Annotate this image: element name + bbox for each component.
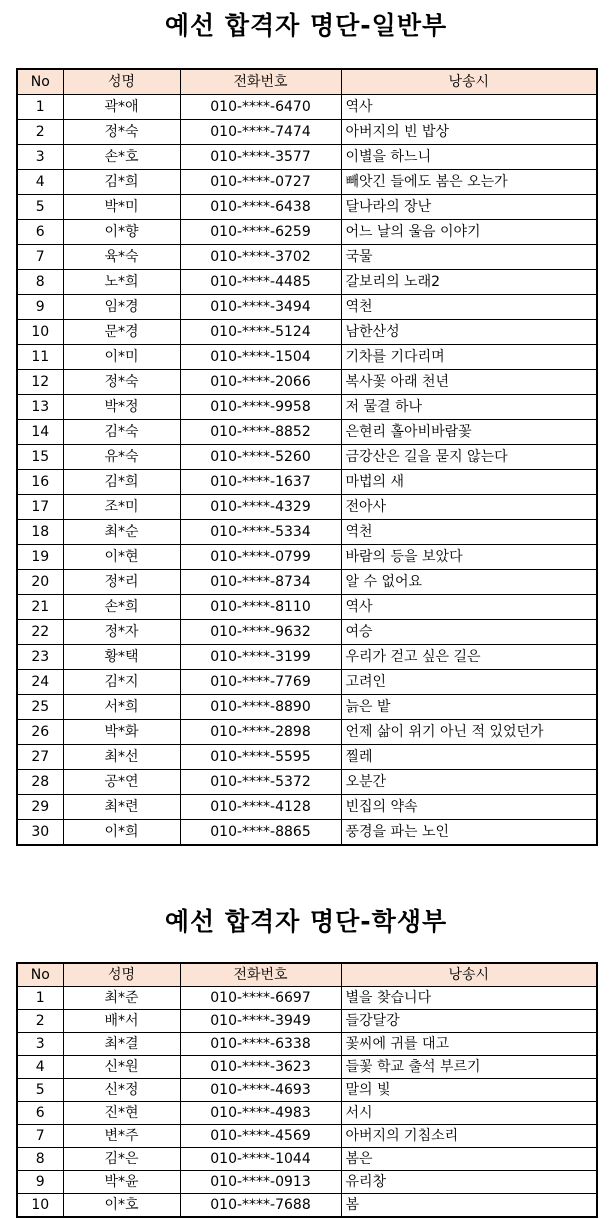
cell-no: 6 [17,1102,63,1125]
table-row [17,120,597,145]
table-row [17,620,597,645]
cell-no: 17 [17,495,63,520]
cell-no: 20 [17,570,63,595]
cell-name: 최*결 [63,1033,180,1056]
cell-name: 신*정 [63,1079,180,1102]
header-no: No [17,69,63,95]
cell-name: 황*택 [63,645,180,670]
cell-phone: 010-****-5334 [180,520,341,545]
cell-no: 28 [17,770,63,795]
header-name: 성명 [63,69,180,95]
cell-poem: 들강달강 [341,1010,597,1033]
cell-phone: 010-****-4329 [180,495,341,520]
cell-poem: 역천 [341,520,597,545]
cell-no: 26 [17,720,63,745]
cell-name: 임*경 [63,295,180,320]
cell-name: 최*선 [63,745,180,770]
cell-name: 서*희 [63,695,180,720]
table-row [17,670,597,695]
cell-poem: 역천 [341,295,597,320]
cell-name: 노*희 [63,270,180,295]
cell-poem: 금강산은 길을 묻지 않는다 [341,445,597,470]
cell-poem: 저 물결 하나 [341,395,597,420]
table-row [17,1033,597,1056]
table-row [17,245,597,270]
cell-no: 6 [17,220,63,245]
cell-no: 4 [17,1056,63,1079]
cell-phone: 010-****-5372 [180,770,341,795]
cell-phone: 010-****-2898 [180,720,341,745]
cell-phone: 010-****-0799 [180,545,341,570]
table-row [17,820,597,846]
cell-name: 김*숙 [63,420,180,445]
cell-name: 배*서 [63,1010,180,1033]
cell-no: 25 [17,695,63,720]
cell-phone: 010-****-1504 [180,345,341,370]
cell-name: 이*희 [63,820,180,846]
header-name: 성명 [63,963,180,987]
cell-poem: 마법의 새 [341,470,597,495]
table-row [17,195,597,220]
cell-phone: 010-****-7688 [180,1194,341,1218]
cell-no: 7 [17,1125,63,1148]
cell-phone: 010-****-6338 [180,1033,341,1056]
table-row [17,745,597,770]
cell-no: 11 [17,345,63,370]
cell-poem: 여승 [341,620,597,645]
cell-name: 진*현 [63,1102,180,1125]
cell-phone: 010-****-6470 [180,95,341,120]
table-row [17,320,597,345]
cell-phone: 010-****-5260 [180,445,341,470]
cell-phone: 010-****-3623 [180,1056,341,1079]
cell-no: 3 [17,145,63,170]
cell-name: 손*호 [63,145,180,170]
cell-name: 손*희 [63,595,180,620]
cell-phone: 010-****-3949 [180,1010,341,1033]
cell-phone: 010-****-4983 [180,1102,341,1125]
cell-no: 4 [17,170,63,195]
cell-poem: 유리창 [341,1171,597,1194]
header-row [17,69,597,95]
cell-poem: 빼앗긴 들에도 봄은 오는가 [341,170,597,195]
table-row [17,595,597,620]
cell-phone: 010-****-2066 [180,370,341,395]
cell-no: 2 [17,120,63,145]
cell-no: 16 [17,470,63,495]
header-poem: 낭송시 [341,69,597,95]
cell-no: 8 [17,270,63,295]
table-row [17,420,597,445]
cell-phone: 010-****-6259 [180,220,341,245]
cell-poem: 역사 [341,595,597,620]
table-row [17,345,597,370]
cell-phone: 010-****-8734 [180,570,341,595]
cell-poem: 이별을 하느니 [341,145,597,170]
cell-phone: 010-****-0727 [180,170,341,195]
cell-no: 22 [17,620,63,645]
cell-poem: 기차를 기다리며 [341,345,597,370]
table-header [17,69,597,95]
cell-no: 24 [17,670,63,695]
table-row [17,170,597,195]
table-row [17,145,597,170]
header-poem: 낭송시 [341,963,597,987]
cell-no: 7 [17,245,63,270]
cell-name: 김*지 [63,670,180,695]
table-row [17,520,597,545]
cell-no: 13 [17,395,63,420]
table-row [17,695,597,720]
table-row [17,220,597,245]
cell-no: 29 [17,795,63,820]
table-row [17,445,597,470]
cell-phone: 010-****-5595 [180,745,341,770]
cell-phone: 010-****-6438 [180,195,341,220]
cell-no: 27 [17,745,63,770]
cell-no: 2 [17,1010,63,1033]
cell-no: 9 [17,1171,63,1194]
table-row [17,1079,597,1102]
table-body [17,987,597,1218]
cell-poem: 아버지의 기침소리 [341,1125,597,1148]
cell-no: 5 [17,195,63,220]
table-row [17,795,597,820]
cell-no: 5 [17,1079,63,1102]
cell-name: 박*미 [63,195,180,220]
cell-name: 정*숙 [63,120,180,145]
cell-poem: 남한산성 [341,320,597,345]
cell-phone: 010-****-8852 [180,420,341,445]
cell-phone: 010-****-7474 [180,120,341,145]
cell-poem: 언제 삶이 위기 아닌 적 있었던가 [341,720,597,745]
cell-no: 3 [17,1033,63,1056]
cell-name: 신*원 [63,1056,180,1079]
cell-name: 박*정 [63,395,180,420]
cell-name: 이*현 [63,545,180,570]
cell-poem: 별을 찾습니다 [341,987,597,1010]
cell-name: 조*미 [63,495,180,520]
table-row [17,295,597,320]
cell-no: 1 [17,987,63,1010]
general-section-title: 예선 합격자 명단-일반부 [164,11,448,40]
cell-poem: 역사 [341,95,597,120]
cell-poem: 오분간 [341,770,597,795]
cell-poem: 고려인 [341,670,597,695]
table-row [17,1102,597,1125]
student-section-title: 예선 합격자 명단-학생부 [164,907,448,936]
cell-name: 문*경 [63,320,180,345]
header-phone: 전화번호 [180,69,341,95]
cell-phone: 010-****-5124 [180,320,341,345]
cell-poem: 빈집의 약속 [341,795,597,820]
table-row [17,1056,597,1079]
table-row [17,570,597,595]
cell-phone: 010-****-1637 [180,470,341,495]
cell-no: 1 [17,95,63,120]
cell-phone: 010-****-9958 [180,395,341,420]
table-header [17,963,597,987]
table-row [17,95,597,120]
cell-poem: 찔레 [341,745,597,770]
cell-phone: 010-****-8110 [180,595,341,620]
cell-poem: 국물 [341,245,597,270]
cell-poem: 풍경을 파는 노인 [341,820,597,846]
cell-no: 30 [17,820,63,846]
cell-poem: 바람의 등을 보았다 [341,545,597,570]
cell-poem: 봄은 [341,1148,597,1171]
cell-no: 10 [17,1194,63,1218]
cell-poem: 전아사 [341,495,597,520]
cell-phone: 010-****-3494 [180,295,341,320]
cell-poem: 우리가 걷고 싶은 길은 [341,645,597,670]
table-row [17,495,597,520]
cell-no: 14 [17,420,63,445]
cell-name: 최*순 [63,520,180,545]
cell-poem: 말의 빛 [341,1079,597,1102]
cell-phone: 010-****-8865 [180,820,341,846]
cell-poem: 어느 날의 울음 이야기 [341,220,597,245]
table-body [17,95,597,846]
cell-no: 23 [17,645,63,670]
cell-phone: 010-****-4569 [180,1125,341,1148]
cell-poem: 들꽃 학교 출석 부르기 [341,1056,597,1079]
cell-name: 이*미 [63,345,180,370]
cell-phone: 010-****-8890 [180,695,341,720]
cell-name: 정*자 [63,620,180,645]
cell-phone: 010-****-4485 [180,270,341,295]
cell-name: 김*희 [63,470,180,495]
table-row [17,987,597,1010]
cell-no: 12 [17,370,63,395]
table-row [17,1171,597,1194]
cell-no: 19 [17,545,63,570]
cell-phone: 010-****-0913 [180,1171,341,1194]
cell-name: 김*은 [63,1148,180,1171]
cell-name: 육*숙 [63,245,180,270]
cell-name: 이*호 [63,1194,180,1218]
cell-phone: 010-****-7769 [180,670,341,695]
cell-poem: 봄 [341,1194,597,1218]
cell-name: 김*희 [63,170,180,195]
cell-name: 최*준 [63,987,180,1010]
cell-name: 정*리 [63,570,180,595]
table-row [17,1010,597,1033]
student-results-table [16,962,598,1218]
header-no: No [17,963,63,987]
cell-name: 이*향 [63,220,180,245]
cell-no: 21 [17,595,63,620]
header-phone: 전화번호 [180,963,341,987]
table-row [17,645,597,670]
cell-name: 박*윤 [63,1171,180,1194]
cell-poem: 복사꽃 아래 천년 [341,370,597,395]
table-row [17,395,597,420]
cell-name: 유*숙 [63,445,180,470]
cell-phone: 010-****-4128 [180,795,341,820]
cell-phone: 010-****-3577 [180,145,341,170]
table-row [17,370,597,395]
cell-poem: 달나라의 장난 [341,195,597,220]
cell-name: 박*화 [63,720,180,745]
cell-poem: 갈보리의 노래2 [341,270,597,295]
cell-no: 10 [17,320,63,345]
table-row [17,770,597,795]
cell-name: 변*주 [63,1125,180,1148]
cell-no: 15 [17,445,63,470]
cell-name: 공*연 [63,770,180,795]
cell-poem: 서시 [341,1102,597,1125]
header-row [17,963,597,987]
cell-poem: 아버지의 빈 밥상 [341,120,597,145]
cell-poem: 은현리 홀아비바람꽃 [341,420,597,445]
cell-no: 9 [17,295,63,320]
cell-phone: 010-****-4693 [180,1079,341,1102]
cell-phone: 010-****-3199 [180,645,341,670]
cell-poem: 꽃씨에 귀를 대고 [341,1033,597,1056]
table-row [17,1148,597,1171]
cell-phone: 010-****-1044 [180,1148,341,1171]
cell-name: 정*숙 [63,370,180,395]
cell-name: 최*련 [63,795,180,820]
table-row [17,720,597,745]
cell-poem: 늙은 밭 [341,695,597,720]
table-row [17,1194,597,1218]
cell-phone: 010-****-9632 [180,620,341,645]
table-row [17,470,597,495]
cell-no: 8 [17,1148,63,1171]
cell-phone: 010-****-6697 [180,987,341,1010]
cell-no: 18 [17,520,63,545]
cell-name: 곽*애 [63,95,180,120]
table-row [17,1125,597,1148]
cell-poem: 알 수 없어요 [341,570,597,595]
table-row [17,545,597,570]
general-results-table [16,68,598,846]
cell-phone: 010-****-3702 [180,245,341,270]
table-row [17,270,597,295]
